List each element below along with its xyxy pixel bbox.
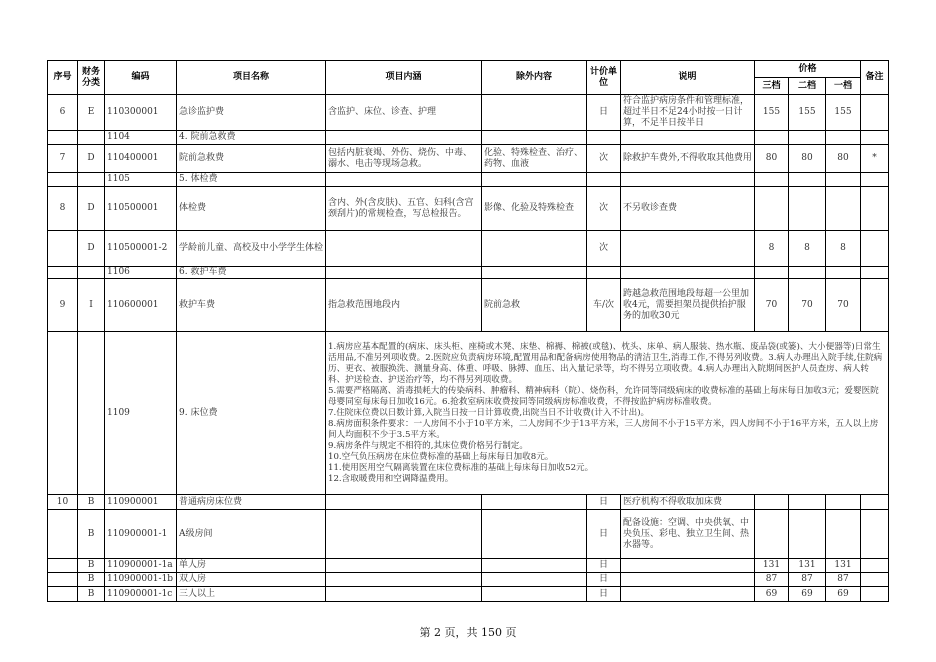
cell-content: 包括内脏衰竭、外伤、烧伤、中毒、溺水、电击等现场急救。 [326, 145, 482, 173]
cell-cat [78, 131, 105, 145]
cell-seq: 10 [48, 495, 78, 510]
table-row [48, 510, 889, 559]
cell-unit: 日 [587, 495, 621, 510]
table-row [48, 332, 889, 495]
cell-code: 110500001-2 [105, 231, 177, 267]
cell-p3: 87 [755, 573, 789, 587]
cell-remark: * [861, 145, 889, 173]
cell-remark [861, 510, 889, 559]
cell-code: 110900001-1b [105, 573, 177, 587]
header-note: 说明 [621, 61, 755, 95]
cell-p1 [826, 131, 861, 145]
cell-code: 1109 [105, 332, 177, 495]
cell-p3 [755, 131, 789, 145]
cell-note: 除救护车费外,不得收取其他费用 [621, 145, 755, 173]
cell-seq: 9 [48, 279, 78, 332]
cell-code: 1105 [105, 173, 177, 187]
cell-content [326, 559, 482, 573]
cell-name: A级房间 [177, 510, 326, 559]
cell-seq: 6 [48, 95, 78, 131]
cell-p3 [755, 495, 789, 510]
cell-note [621, 587, 755, 602]
header-seq: 序号 [48, 61, 78, 95]
cell-remark [861, 131, 889, 145]
header-exclusions: 除外内容 [482, 61, 587, 95]
cell-p2: 70 [789, 279, 826, 332]
cell-name: 救护车费 [177, 279, 326, 332]
cell-excl [482, 131, 587, 145]
cell-p1 [826, 495, 861, 510]
table-row [48, 559, 889, 573]
cell-p3: 8 [755, 231, 789, 267]
cell-note: 跨越急救范围地段每超一公里加收4元，需要担架员提供抬护服务的加收30元 [621, 279, 755, 332]
cell-p1: 8 [826, 231, 861, 267]
cell-unit: 日 [587, 95, 621, 131]
cell-p2 [789, 173, 826, 187]
cell-p2: 8 [789, 231, 826, 267]
cell-excl: 院前急救 [482, 279, 587, 332]
cell-cat: D [78, 187, 105, 231]
cell-cat: D [78, 145, 105, 173]
cell-cat: B [78, 559, 105, 573]
header-row [48, 61, 889, 78]
header-price-tier1: 一档 [826, 78, 861, 95]
cell-name: 普通病房床位费 [177, 495, 326, 510]
cell-p1 [826, 510, 861, 559]
cell-content: 含监护、床位、诊查、护理 [326, 95, 482, 131]
cell-code: 110900001 [105, 495, 177, 510]
table-row [48, 279, 889, 332]
table-row [48, 267, 889, 279]
cell-p1 [826, 173, 861, 187]
cell-name: 院前急救费 [177, 145, 326, 173]
cell-remark [861, 573, 889, 587]
cell-excl [482, 495, 587, 510]
cell-p2: 155 [789, 95, 826, 131]
table-row [48, 95, 889, 131]
cell-code: 110900001-1a [105, 559, 177, 573]
cell-name: 单人房 [177, 559, 326, 573]
cell-excl [482, 573, 587, 587]
cell-p2 [789, 131, 826, 145]
cell-content [326, 587, 482, 602]
cell-note: 不另收诊查费 [621, 187, 755, 231]
cell-p3 [755, 187, 789, 231]
cell-content [326, 173, 482, 187]
cell-p2 [789, 495, 826, 510]
cell-content [326, 267, 482, 279]
table-row [48, 187, 889, 231]
rule-paragraph: 8.病房面积条件要求：一人房间不小于10平方米，二人房间不少于13平方米，三人房间不小于15平方米，四人房间不小于16平方米，五人以上房间人均面积不少于3.5平方米。 [328, 418, 879, 440]
cell-p3: 155 [755, 95, 789, 131]
cell-seq [48, 231, 78, 267]
cell-bed-fee-rules [326, 332, 889, 495]
cell-p3: 69 [755, 587, 789, 602]
cell-unit: 日 [587, 510, 621, 559]
header-item-name: 项目名称 [177, 61, 326, 95]
rule-paragraph: 7.住院床位费以日数计算,入院当日按一日计算收费,出院当日不计收费(计入不计出)。 [328, 407, 650, 418]
cell-p2: 69 [789, 587, 826, 602]
cell-unit: 日 [587, 559, 621, 573]
header-price-tier3: 三档 [755, 78, 789, 95]
cell-remark [861, 559, 889, 573]
cell-note: 符合监护病房条件和管理标准，超过半日不足24小时按一日计算，不足半日按半日 [621, 95, 755, 131]
table-row [48, 145, 889, 173]
cell-p3 [755, 267, 789, 279]
cell-note: 配备设施：空调、中央供氧、中央负压、彩电、独立卫生间、热水器等。 [621, 510, 755, 559]
header-unit: 计价单位 [587, 61, 621, 95]
cell-p1: 87 [826, 573, 861, 587]
cell-cat: B [78, 573, 105, 587]
header-price: 价格 [755, 61, 861, 78]
header-category: 财务分类 [78, 61, 105, 95]
page-footer: 第 2 页，共 150 页 [419, 626, 517, 639]
cell-content [326, 231, 482, 267]
rule-paragraph: 12.含取暖费用和空调降温费用。 [328, 473, 454, 484]
cell-remark [861, 95, 889, 131]
cell-name: 4. 院前急救费 [177, 131, 326, 145]
cell-content [326, 495, 482, 510]
cell-unit: 车/次 [587, 279, 621, 332]
cell-code: 110900001-1c [105, 587, 177, 602]
cell-p2 [789, 510, 826, 559]
cell-name: 学龄前儿童、高校及中小学学生体检 [177, 231, 326, 267]
cell-excl [482, 510, 587, 559]
cell-excl: 化验、特殊检查、治疗、药物、血液 [482, 145, 587, 173]
cell-note [621, 131, 755, 145]
cell-unit [587, 173, 621, 187]
cell-p1 [826, 267, 861, 279]
cell-remark [861, 267, 889, 279]
cell-name: 双人房 [177, 573, 326, 587]
cell-content: 含内、外(含皮肤)、五官、妇科(含宫颈刮片)的常规检查，写总检报告。 [326, 187, 482, 231]
rule-paragraph: 1.病房应基本配置的(病床、床头柜、座椅或木凳、床垫、棉褥、棉被(或毯)、枕头、床单、病人服装、热水瓶、废品袋(或篓)、大小便器等)日常生活用品,不准另列项收费。2.医院应负责病房环境,配置用品和配备病房使用物品的清洁卫生,消毒工作,不得另列收费。3.病人办理出入院手续,住院病历、更衣、被服换洗、测量身高、体重、呼吸、脉搏、血压、出入量记录等，均不得另立项收费。4.病人办理出入院期间医护人员查房、病人转科、护送检查、护送治疗等，均不得另列项收费。 [328, 341, 883, 385]
table-row [48, 495, 889, 510]
cell-p1: 131 [826, 559, 861, 573]
cell-seq [48, 510, 78, 559]
cell-note [621, 231, 755, 267]
cell-seq [48, 573, 78, 587]
cell-excl [482, 267, 587, 279]
cell-p1: 80 [826, 145, 861, 173]
cell-code: 110400001 [105, 145, 177, 173]
cell-code: 110500001 [105, 187, 177, 231]
cell-remark [861, 587, 889, 602]
cell-name: 体检费 [177, 187, 326, 231]
cell-p2 [789, 187, 826, 231]
cell-p2: 87 [789, 573, 826, 587]
cell-p2 [789, 267, 826, 279]
cell-code: 110300001 [105, 95, 177, 131]
cell-unit: 日 [587, 587, 621, 602]
cell-code: 110600001 [105, 279, 177, 332]
cell-name: 三人以上 [177, 587, 326, 602]
cell-p1: 70 [826, 279, 861, 332]
cell-p1: 69 [826, 587, 861, 602]
cell-cat: E [78, 95, 105, 131]
cell-unit [587, 131, 621, 145]
header-remark: 备注 [861, 61, 889, 95]
cell-note [621, 573, 755, 587]
cell-excl: 影像、化验及特殊检查 [482, 187, 587, 231]
price-table [47, 60, 889, 602]
cell-unit: 日 [587, 573, 621, 587]
table-row [48, 231, 889, 267]
cell-p2: 80 [789, 145, 826, 173]
table-row [48, 131, 889, 145]
cell-seq [48, 267, 78, 279]
cell-remark [861, 279, 889, 332]
cell-p2: 131 [789, 559, 826, 573]
cell-unit: 次 [587, 231, 621, 267]
cell-seq [48, 131, 78, 145]
cell-remark [861, 495, 889, 510]
cell-unit [587, 267, 621, 279]
cell-p3 [755, 173, 789, 187]
rule-paragraph: 9.病房条件与规定不相符的,其床位费价格另行制定。 [328, 440, 528, 451]
header-price-tier2: 二档 [789, 78, 826, 95]
cell-seq [48, 559, 78, 573]
cell-note [621, 267, 755, 279]
rule-paragraph: 10.空气负压病房在床位费标准的基础上每床每日加收8元。 [328, 451, 554, 462]
cell-seq [48, 173, 78, 187]
cell-cat [78, 267, 105, 279]
cell-remark [861, 231, 889, 267]
cell-p3: 70 [755, 279, 789, 332]
cell-seq: 8 [48, 187, 78, 231]
cell-excl [482, 559, 587, 573]
cell-content [326, 573, 482, 587]
cell-name: 9. 床位费 [177, 332, 326, 495]
cell-note: 医疗机构不得收取加床费 [621, 495, 755, 510]
cell-unit: 次 [587, 187, 621, 231]
cell-note [621, 173, 755, 187]
rule-paragraph: 11.使用医用空气隔离装置在床位费标准的基础上每床每日加收52元。 [328, 462, 594, 473]
cell-excl [482, 587, 587, 602]
table-body [48, 95, 889, 602]
cell-code: 110900001-1 [105, 510, 177, 559]
cell-name: 5. 体检费 [177, 173, 326, 187]
cell-seq [48, 587, 78, 602]
cell-name: 6. 救护车费 [177, 267, 326, 279]
cell-p1 [826, 187, 861, 231]
table-row [48, 573, 889, 587]
cell-cat: D [78, 231, 105, 267]
cell-remark [861, 187, 889, 231]
cell-seq [48, 332, 78, 495]
cell-cat: B [78, 587, 105, 602]
cell-unit: 次 [587, 145, 621, 173]
cell-cat [78, 332, 105, 495]
header-code: 编码 [105, 61, 177, 95]
cell-code: 1104 [105, 131, 177, 145]
cell-content [326, 131, 482, 145]
cell-cat [78, 173, 105, 187]
cell-seq: 7 [48, 145, 78, 173]
cell-content [326, 510, 482, 559]
rule-paragraph: 5.需要严格隔离、消毒损耗大的传染病科、肿瘤科、精神病科（院）、烧伤科，允许同等同级病床的收费标准的基础上每床每日加收3元；爱婴医院母婴同室每床每日加收16元。6.抢救室病床收费按同等同级病房标准收费，不得按监护病房标准收费。 [328, 385, 879, 407]
cell-p1: 155 [826, 95, 861, 131]
cell-excl [482, 231, 587, 267]
cell-cat: B [78, 510, 105, 559]
cell-name: 急诊监护费 [177, 95, 326, 131]
cell-excl [482, 173, 587, 187]
cell-content: 指急救范围地段内 [326, 279, 482, 332]
cell-p3 [755, 510, 789, 559]
header-content: 项目内涵 [326, 61, 482, 95]
cell-p3: 131 [755, 559, 789, 573]
cell-code: 1106 [105, 267, 177, 279]
cell-remark [861, 173, 889, 187]
cell-excl [482, 95, 587, 131]
cell-cat: I [78, 279, 105, 332]
cell-p3: 80 [755, 145, 789, 173]
table-row [48, 587, 889, 602]
cell-note [621, 559, 755, 573]
cell-cat: B [78, 495, 105, 510]
table-row [48, 173, 889, 187]
